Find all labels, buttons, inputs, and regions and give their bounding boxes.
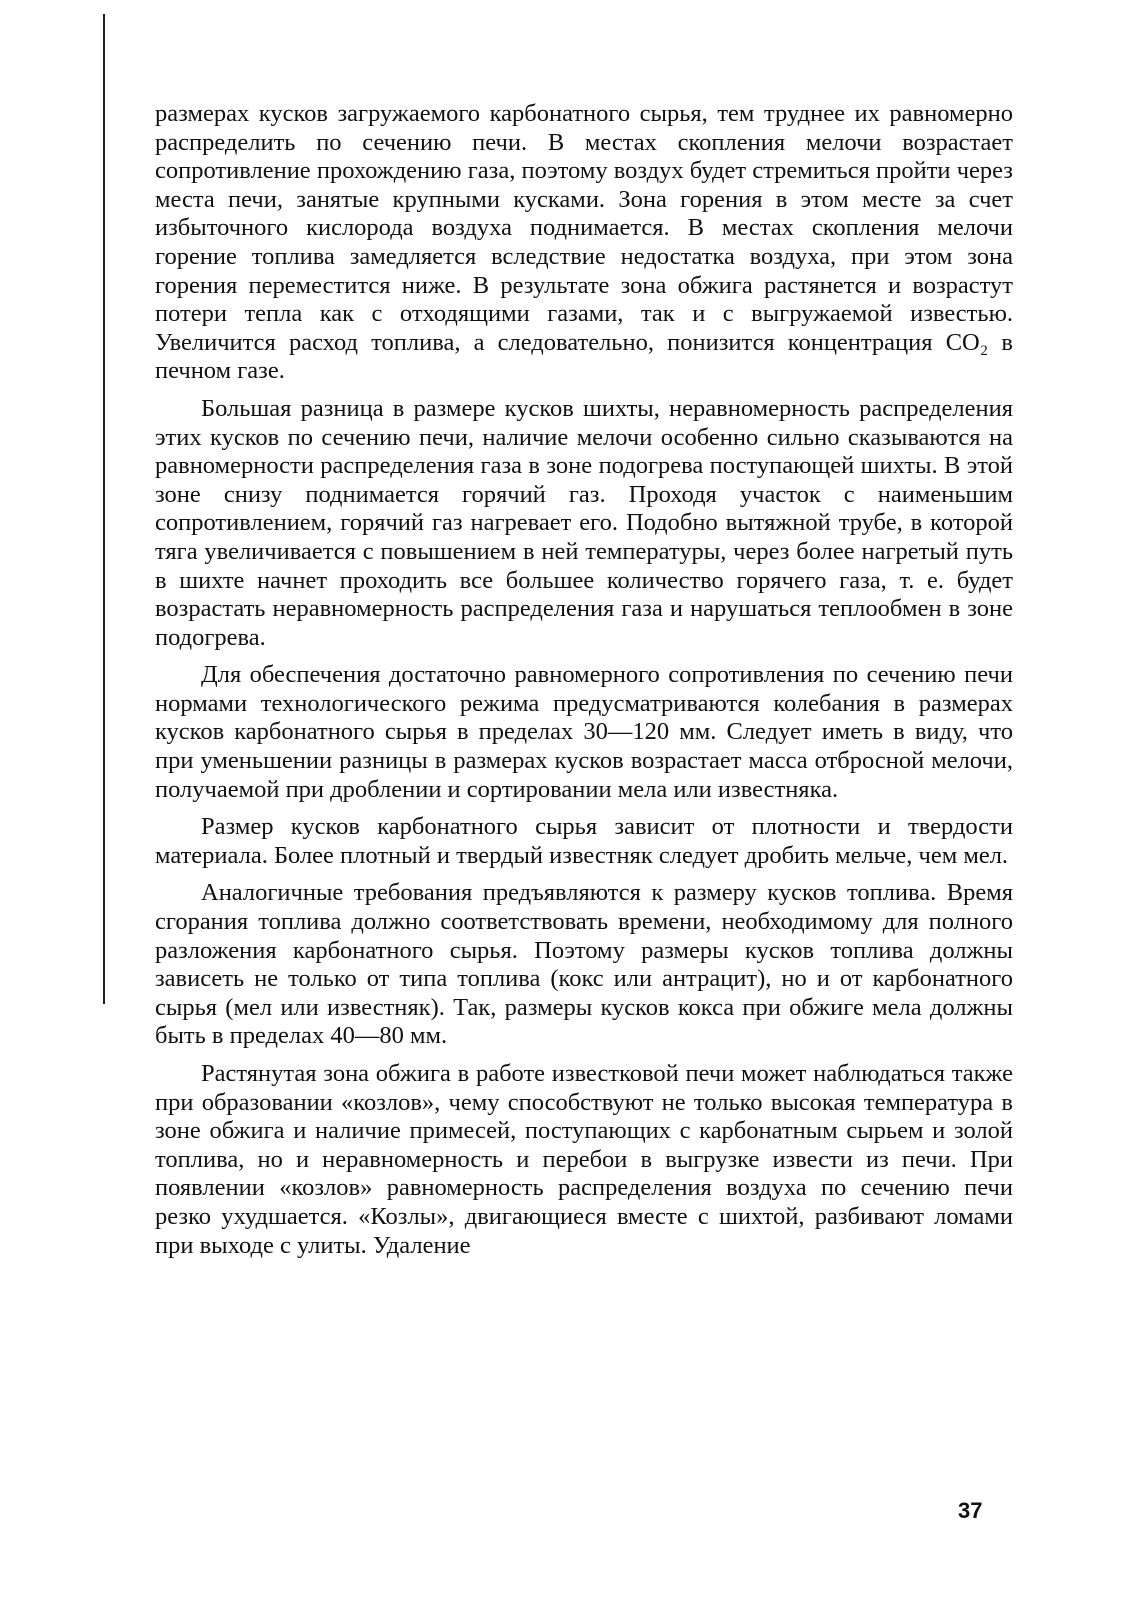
margin-binding-line xyxy=(103,14,105,1004)
paragraph-6: Растянутая зона обжига в работе известковой печи может наблюдаться также при образовании «козлов», чему способствуют не только высокая температура в зоне обжига и наличие примесей, поступающих с карбонатным сырьем и золой топлива, но и неравномерность и перебои в выгрузке извести из печи. При появлении «козлов» равномерность распределения воздуха по сечению печи резко ухудшается. «Козлы», двигающиеся вместе с шихтой, разбивают ломами при выходе с улиты. Удаление xyxy=(155,1060,1013,1259)
body-text xyxy=(155,100,1013,1269)
paragraph-5: Аналогичные требования предъявляются к размеру кусков топлива. Время сгорания топлива должно соответствовать времени, необходимому для полного разложения карбонатного сырья. Поэтому размеры кусков топлива должны зависеть не только от типа топлива (кокс или антрацит), но и от карбонатного сырья (мел или известняк). Так, размеры кусков кокса при обжиге мела должны быть в пределах 40—80 мм. xyxy=(155,879,1013,1050)
page-number: 37 xyxy=(958,1498,983,1523)
paragraph-3: Для обеспечения достаточно равномерного сопротивления по сечению печи нормами технологического режима предусматриваются колебания в размерах кусков карбонатного сырья в пределах 30—120 мм. Следует иметь в виду, что при уменьшении разницы в размерах кусков возрастает масса отбросной мелочи, получаемой при дроблении и сортировании мела или известняка. xyxy=(155,661,1013,803)
paragraph-1: размерах кусков загружаемого карбонатного сырья, тем труднее их равномерно распределить по сечению печи. В местах скопления мелочи возрастает сопротивление прохождению газа, поэтому воздух будет стремиться пройти через места печи, занятые крупными кусками. Зона горения в этом месте за счет избыточного кислорода воздуха поднимается. В местах скопления мелочи горение топлива замедляется вследствие недостатка воздуха, при этом зона горения переместится ниже. В результате зона обжига растянется и возрастут потери тепла как с отходящими газами, так и с выгружаемой известью. Увеличится расход топлива, а следовательно, понизится концентрация CO₂ в печном газе. xyxy=(155,100,1013,385)
paragraph-2: Большая разница в размере кусков шихты, неравномерность распределения этих кусков по сечению печи, наличие мелочи особенно сильно сказываются на равномерности распределения газа в зоне подогрева поступающей шихты. В этой зоне снизу поднимается горячий газ. Проходя участок с наименьшим сопротивлением, горячий газ нагревает его. Подобно вытяжной трубе, в которой тяга увеличивается с повышением в ней температуры, через более нагретый путь в шихте начнет проходить все большее количество горячего газа, т. е. будет возрастать неравномерность распределения газа и нарушаться теплообмен в зоне подогрева. xyxy=(155,394,1013,651)
paragraph-4: Размер кусков карбонатного сырья зависит от плотности и твердости материала. Более плотный и твердый известняк следует дробить мельче, чем мел. xyxy=(155,813,1013,869)
